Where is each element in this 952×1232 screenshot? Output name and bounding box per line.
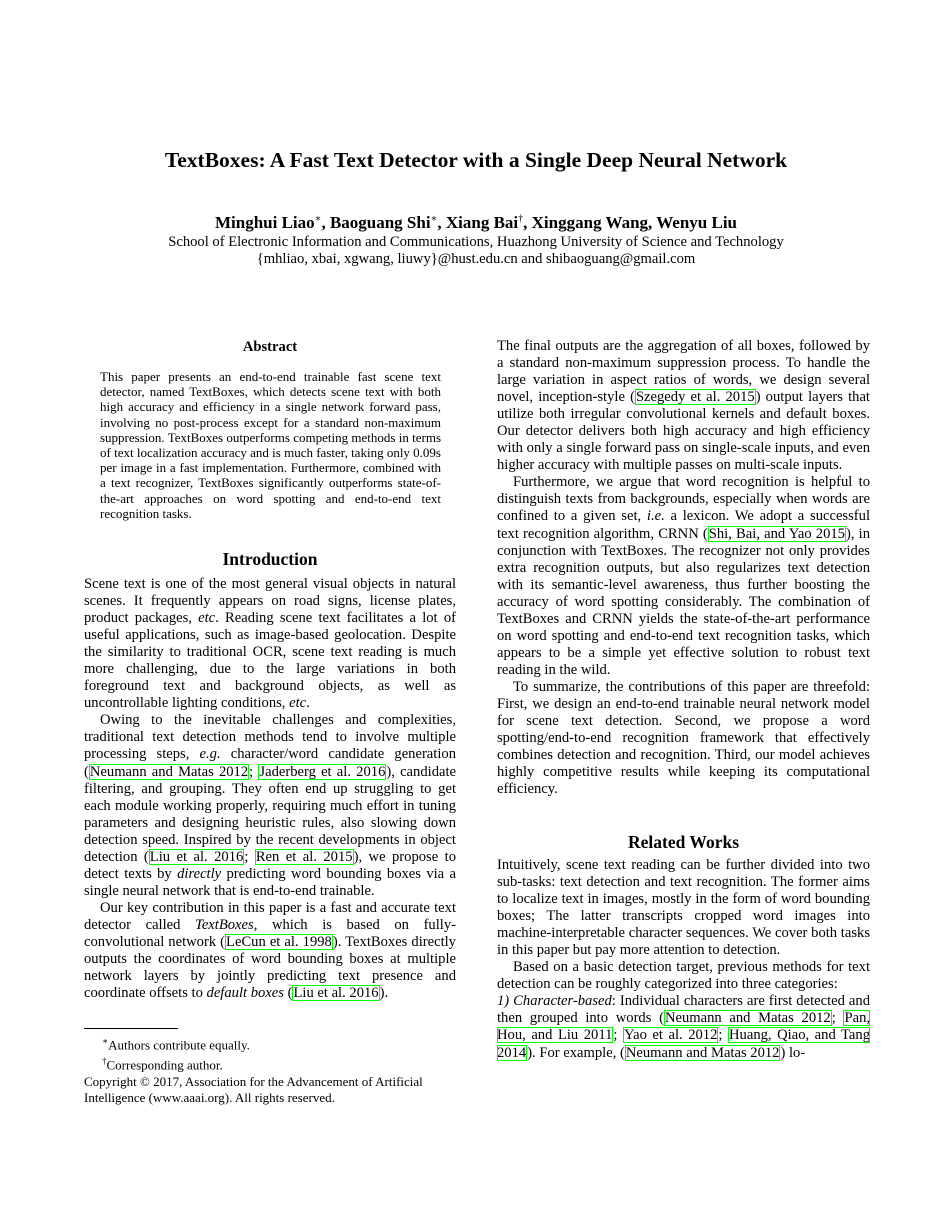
emphasis: default boxes: [206, 985, 284, 1002]
citation-link[interactable]: LeCun et al. 1998: [226, 933, 332, 950]
footnote-divider: [84, 1028, 178, 1029]
paper-title: TextBoxes: A Fast Text Detector with a Single Deep Neural Network: [164, 148, 788, 172]
text-run: character/word candidate generation (: [84, 746, 456, 780]
text-run: predicting word bounding boxes via a single neural network that is end-to-end trainable.: [84, 865, 456, 899]
footnote-2: [84, 1053, 456, 1073]
text-run: , which is based on fully-convolutional network (: [84, 916, 456, 950]
author-list: [0, 213, 952, 233]
footnote-mark: †: [102, 1056, 107, 1067]
equal-contribution-mark: ∗: [314, 213, 322, 225]
text-run: Owing to the inevitable challenges and complexities, traditional text detection methods tend to involve multiple processing steps,: [84, 712, 456, 763]
related-paragraph-1: Intuitively, scene text reading can be further divided into two sub-tasks: text detection and text recognition. The former aims to localize text in images, mostly in the form of word bounding boxes; The latter transcripts cropped word images into machine-interpretable character sequences. We cover both tasks in this paper but pay more attention to detection.: [497, 857, 870, 959]
text-run: Corresponding author.: [106, 1057, 223, 1073]
text-run: ). TextBoxes directly outputs the coordinates of word bounding boxes at multiple network layers by jointly predicting text presence and coordinate offsets to: [84, 933, 456, 1002]
intro-paragraph-3: [84, 900, 456, 1002]
citation-link[interactable]: Yao et al. 2012: [624, 1027, 718, 1044]
citation-link[interactable]: Liu et al. 2016: [149, 848, 244, 865]
introduction-continued: [497, 338, 870, 798]
text-run: ;: [718, 1027, 729, 1044]
text-run: (: [283, 985, 293, 1002]
emphasis: e.g.: [199, 746, 221, 763]
related-works-section: [497, 857, 870, 1062]
citation-link[interactable]: Huang, Qiao, and Tang 2014: [497, 1027, 870, 1061]
introduction-heading: Introduction: [222, 549, 318, 569]
footnote-1: [84, 1033, 456, 1053]
text-run: : Individual characters are first detected and then grouped into words (: [497, 993, 870, 1027]
text-run: ). For example, (: [527, 1044, 625, 1061]
emphasis: 1) Character-based: [497, 993, 612, 1010]
related-paragraph-2: Based on a basic detection target, previous methods for text detection can be roughly categorized into three categories:: [497, 959, 870, 993]
affiliation: School of Electronic Information and Communications, Huazhong University of Science and Technology: [168, 234, 784, 250]
intro-paragraph-6: To summarize, the contributions of this paper are threefold: First, we design an end-to-end trainable neural network model for scene text detection. Second, we propose a word spotting/end-to-end recognition framework that effectively combines detection and recognition. Third, our model achieves highly competitive results while keeping its computational efficiency.: [497, 678, 870, 798]
emphasis: TextBoxes: [195, 916, 254, 933]
text-run: ), in conjunction with TextBoxes. The recognizer not only provides extra recognition outputs, but also regularizes text detection with its semantic-level awareness, thus further boosting the accuracy of word spotting considerably. The combination of TextBoxes and CRNN yields the state-of-the-art performance on word spotting and end-to-end text recognition tasks, which appears to be a simple yet effective solution to robust text reading in the wild.: [497, 525, 870, 678]
citation-link[interactable]: Pan, Hou, and Liu 2011: [497, 1010, 871, 1044]
text-run: ) lo-: [780, 1044, 806, 1061]
text-run: .: [306, 695, 310, 712]
introduction-section: [84, 576, 456, 1002]
text-run: ), we propose to detect texts by: [84, 848, 456, 882]
text-run: ;: [831, 1010, 844, 1027]
text-run: Scene text is one of the most general visual objects in natural scenes. It frequently appears on road signs, license plates, product packages,: [84, 576, 456, 627]
copyright-notice: Copyright © 2017, Association for the Advancement of Artificial Intelligence (www.aaai.org). All rights reserved.: [84, 1073, 423, 1105]
author-name: Minghui Liao: [214, 213, 315, 232]
footnote-mark: ∗: [102, 1036, 109, 1046]
text-run: a lexicon. We adopt a successful text recognition algorithm, CRNN (: [497, 508, 870, 542]
text-run: ;: [244, 848, 255, 865]
author-name: , Xinggang Wang, Wenyu Liu: [523, 213, 738, 232]
intro-paragraph-5: [497, 474, 870, 679]
equal-contribution-mark: ∗: [430, 213, 438, 225]
abstract-text: This paper presents an end-to-end trainable fast scene text detector, named TextBoxes, which detects scene text with both high accuracy and efficiency in a single network forward pass, involving no post-process except for a standard non-maximum suppression. TextBoxes outperforms competing methods in terms of text localization accuracy and is much faster, taking only 0.09s per image in a fast implementation. Furthermore, combined with a text recognizer, TextBoxes significantly outperforms state-of-the-art approaches on word spotting and end-to-end text recognition tasks.: [100, 369, 441, 521]
abstract-heading: Abstract: [242, 339, 298, 355]
author-name: , Baoguang Shi: [321, 213, 431, 232]
related-works-heading: Related Works: [628, 832, 739, 852]
text-run: ) output layers that utilize both irregular convolutional kernels and default boxes. Our detector delivers both high accuracy and high efficiency with only a single forward pass on single-scale inputs, and even higher accuracy with multiple passes on multi-scale inputs.: [497, 389, 870, 474]
footnotes: [84, 1033, 456, 1106]
text-run: Authors contribute equally.: [108, 1037, 250, 1053]
intro-paragraph-1: [84, 576, 456, 712]
text-run: ).: [379, 985, 389, 1002]
corresponding-author-mark: †: [518, 213, 524, 225]
related-paragraph-3: [497, 993, 870, 1061]
text-run: ;: [613, 1027, 624, 1044]
citation-link[interactable]: Szegedy et al. 2015: [635, 389, 755, 406]
citation-link[interactable]: Neumann and Matas 2012: [625, 1044, 780, 1061]
citation-link[interactable]: Shi, Bai, and Yao 2015: [708, 525, 845, 542]
text-run: . Reading scene text facilitates a lot of useful applications, such as image-based geolocation. Despite the similarity to traditional OCR, scene text reading is much more challenging, due to the large variations in both foreground text and background objects, as well as uncontrollable lighting conditions,: [84, 610, 456, 712]
text-run: Furthermore, we argue that word recognition is helpful to distinguish texts from backgrounds, especially when words are confined to a given set,: [497, 474, 870, 525]
text-run: The final outputs are the aggregation of all boxes, followed by a standard non-maximum suppression process. To handle the large variation in aspect ratios of words, we design several novel, inception-style (: [497, 338, 870, 406]
citation-link[interactable]: Ren et al. 2015: [255, 848, 353, 865]
emphasis: i.e.: [646, 508, 665, 525]
author-emails: {mhliao, xbai, xgwang, liuwy}@hust.edu.cn and shibaoguang@gmail.com: [256, 251, 696, 267]
text-run: Our key contribution in this paper is a fast and accurate text detector called: [84, 899, 456, 933]
emphasis: directly: [177, 865, 222, 882]
emphasis: etc: [198, 610, 216, 627]
author-name: , Xiang Bai: [437, 213, 519, 232]
citation-link[interactable]: Neumann and Matas 2012: [89, 763, 249, 780]
citation-link[interactable]: Neumann and Matas 2012: [664, 1010, 831, 1027]
citation-link[interactable]: Liu et al. 2016: [293, 985, 379, 1002]
emphasis: etc: [289, 695, 307, 712]
intro-paragraph-4: [497, 338, 870, 474]
text-run: ;: [249, 763, 259, 780]
intro-paragraph-2: [84, 712, 456, 900]
text-run: ), candidate filtering, and grouping. They often end up struggling to get each module working properly, requiring much effort in tuning parameters and designing heuristic rules, also slowing down detection speed. Inspired by the recent developments in object detection (: [84, 763, 456, 865]
citation-link[interactable]: Jaderberg et al. 2016: [259, 763, 386, 780]
